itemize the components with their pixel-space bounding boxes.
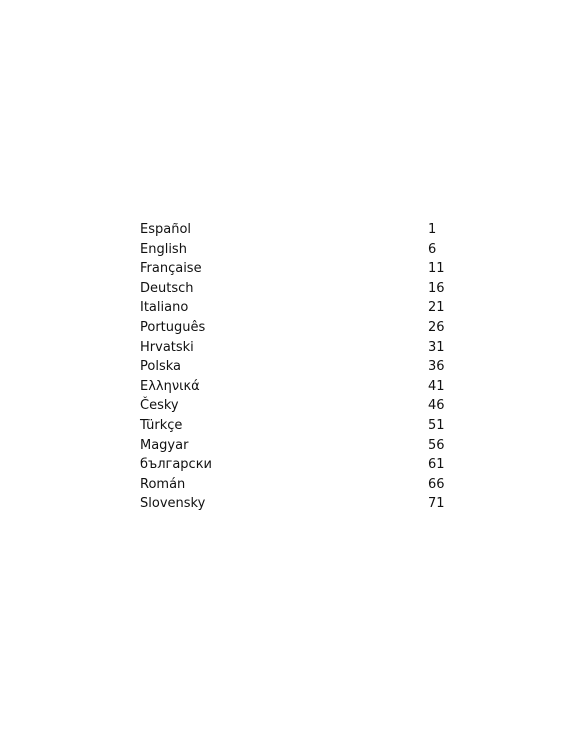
language-label: Polska	[140, 359, 181, 375]
language-label: Hrvatski	[140, 339, 194, 355]
language-label: Deutsch	[140, 280, 194, 296]
toc-entry-italiano	[140, 298, 450, 318]
toc-entry-magyar	[140, 436, 450, 456]
page-number: 16	[428, 280, 445, 296]
language-label: Español	[140, 222, 192, 237]
toc-entry-portugues	[140, 318, 450, 338]
page-number: 31	[428, 339, 445, 355]
language-label: Magyar	[140, 437, 189, 453]
toc-entry-deutsch	[140, 279, 450, 299]
toc-entry-cesky	[140, 396, 450, 416]
page-number: 11	[428, 261, 445, 277]
language-label: English	[140, 241, 187, 257]
toc-entry-slovensky	[140, 494, 450, 514]
language-table-of-contents	[140, 220, 450, 514]
toc-entry-hrvatski	[140, 338, 450, 358]
page-number: 26	[428, 319, 445, 335]
language-label: Türkçe	[140, 417, 183, 433]
page-number: 36	[428, 359, 445, 375]
toc-entry-turkce	[140, 416, 450, 436]
language-label: Ελληνικά	[140, 378, 200, 394]
page-number: 1	[428, 222, 437, 237]
language-label: Román	[140, 476, 186, 492]
toc-entry-polska	[140, 357, 450, 377]
language-label: Française	[140, 261, 202, 277]
toc-entry-english	[140, 240, 450, 260]
page-number: 66	[428, 476, 445, 492]
language-label: български	[140, 457, 213, 473]
toc-entry-greek	[140, 377, 450, 397]
toc-entry-francaise	[140, 259, 450, 279]
page-number: 41	[428, 378, 445, 394]
toc-entry-roman	[140, 475, 450, 495]
language-label: Português	[140, 319, 206, 335]
toc-entry-espanol	[140, 220, 450, 240]
page-number: 21	[428, 300, 445, 316]
language-label: Česky	[140, 398, 179, 414]
page-number: 6	[428, 241, 437, 257]
page-number: 51	[428, 417, 445, 433]
page-number: 56	[428, 437, 445, 453]
language-label: Slovensky	[140, 496, 206, 512]
language-label: Italiano	[140, 300, 189, 316]
page-number: 46	[428, 398, 445, 414]
toc-entry-bulgarian	[140, 455, 450, 475]
page-number: 61	[428, 457, 445, 473]
page-number: 71	[428, 496, 445, 512]
